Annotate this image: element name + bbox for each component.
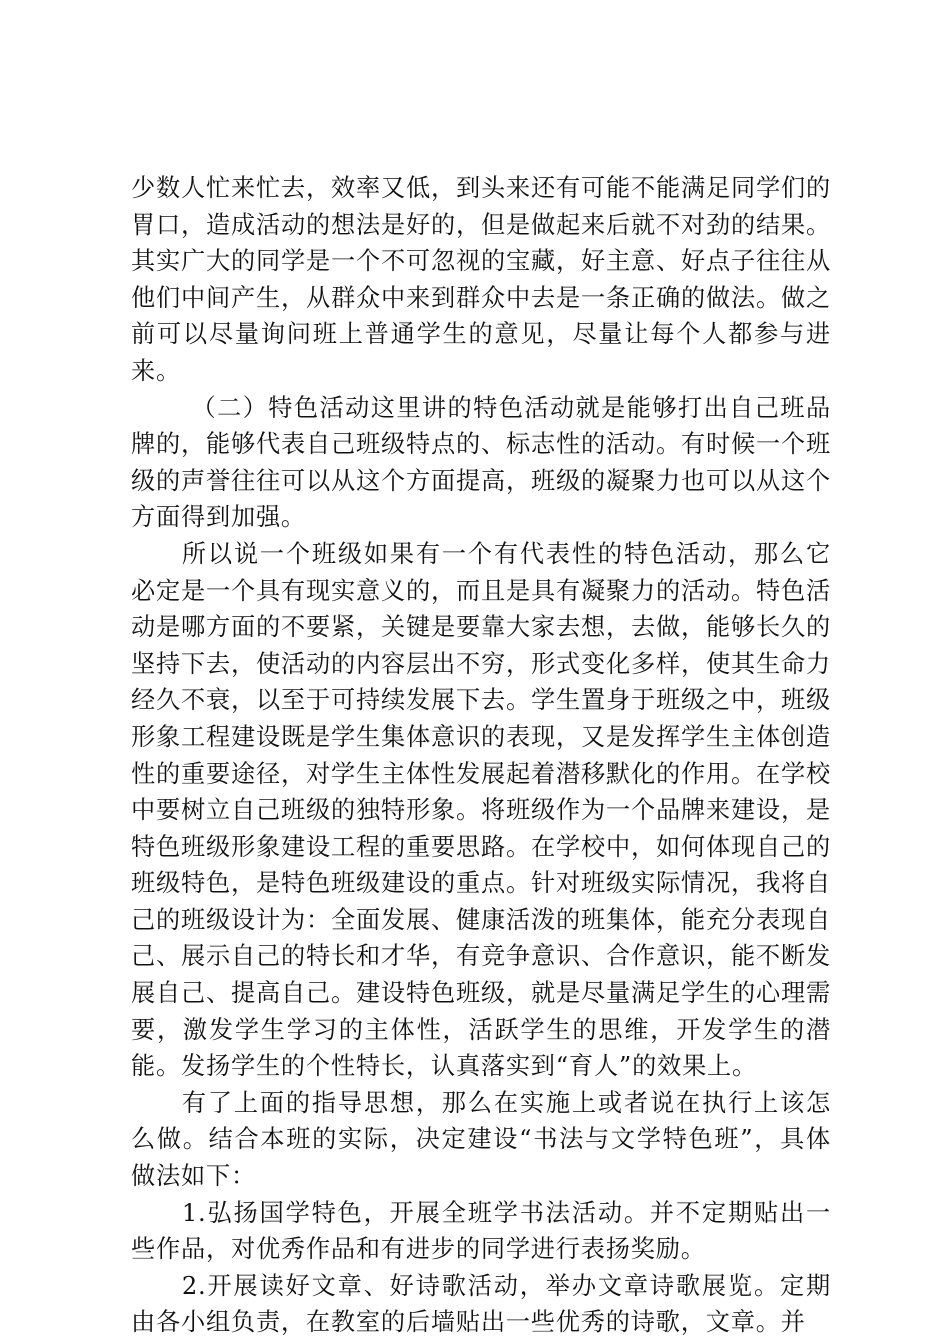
paragraph-section-two: （二）特色活动这里讲的特色活动就是能够打出自己班品牌的，能够代表自己班级特点的、标志性的活动。有时候一个班级的声誉往往可以从这个方面提高，班级的凝聚力也可以从这个方面得到加强。 xyxy=(131,393,831,532)
paragraph-continuation: 少数人忙来忙去，效率又低，到头来还有可能不能满足同学们的胃口，造成活动的想法是好的，但是做起来后就不对劲的结果。其实广大的同学是一个不可忽视的宝藏，好主意、好点子往往从他们中间产生，从群众中来到群众中去是一条正确的做法。做之前可以尽量询问班上普通学生的意见，尽量让每个人都参与进来。 xyxy=(131,174,831,385)
list-item-calligraphy: 1.弘扬国学特色，开展全班学书法活动。并不定期贴出一些作品，对优秀作品和有进步的同学进行表扬奖励。 xyxy=(131,1198,831,1264)
paragraph-implementation: 有了上面的指导思想，那么在实施上或者说在执行上该怎么做。结合本班的实际，决定建设“书法与文学特色班”，具体做法如下： xyxy=(131,1088,831,1191)
paragraph-featured-activity: 所以说一个班级如果有一个有代表性的特色活动，那么它必定是一个具有现实意义的，而且是具有凝聚力的活动。特色活动是哪方面的不要紧，关键是要靠大家去想，去做，能够长久的坚持下去，使活动的内容层出不穷，形式变化多样，使其生命力经久不衰，以至于可持续发展下去。学生置身于班级之中，班级形象工程建设既是学生集体意识的表现，又是发挥学生主体创造性的重要途径，对学生主体性发展起着潜移默化的作用。在学校中要树立自己班级的独特形象。将班级作为一个品牌来建设，是特色班级形象建设工程的重要思路。在学校中，如何体现自己的班级特色，是特色班级建设的重点。针对班级实际情况，我将自己的班级设计为：全面发展、健康活泼的班集体，能充分表现自己、展示自己的特长和才华，有竞争意识、合作意识，能不断发展自己、提高自己。建设特色班级，就是尽量满足学生的心理需要，激发学生学习的主体性，活跃学生的思维，开发学生的潜能。发扬学生的个性特长，认真落实到“育人”的效果上。 xyxy=(131,539,831,1081)
list-item-reading: 2.开展读好文章、好诗歌活动，举办文章诗歌展览。定期由各小组负责，在教室的后墙贴出一些优秀的诗歌，文章。并 xyxy=(131,1271,831,1337)
body-text xyxy=(131,170,831,1341)
